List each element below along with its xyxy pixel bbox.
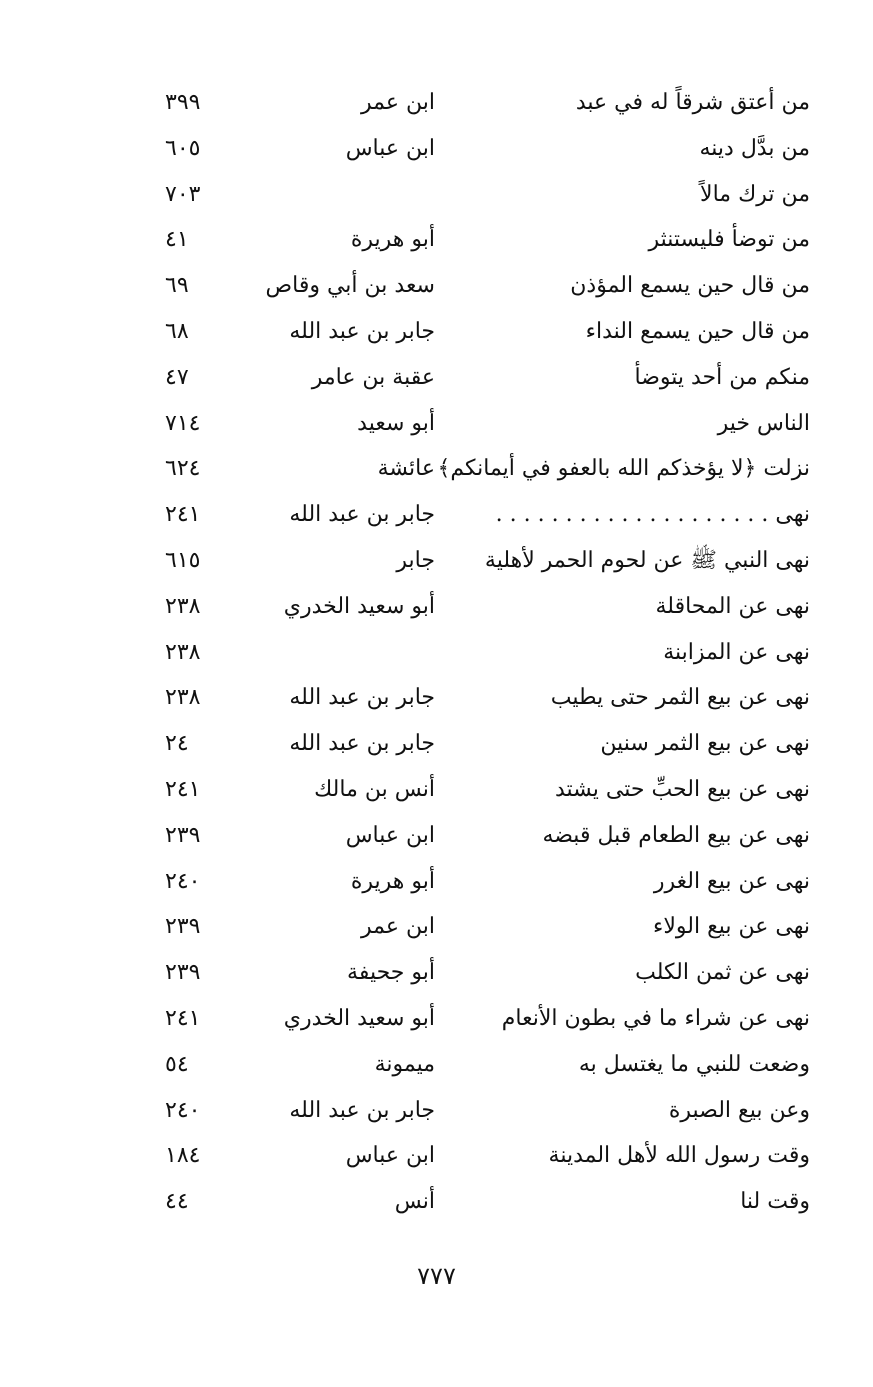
- index-row: [150, 1042, 810, 1088]
- hadith-text: من قال حين يسمع النداء: [585, 318, 810, 344]
- index-row: [150, 584, 810, 630]
- hadith-text: من توضأ فليستنثر: [648, 227, 810, 253]
- page-reference: ٢٤١: [165, 1005, 201, 1031]
- narrator-name: أبو هريرة: [350, 227, 435, 253]
- narrator-name: جابر بن عبد الله: [289, 685, 435, 711]
- hadith-text: نهى . . . . . . . . . . . . . . . . . . . .: [495, 502, 810, 528]
- page-reference: ٦٠٥: [165, 135, 201, 161]
- page-reference: ٢٤٠: [165, 868, 201, 894]
- page-reference: ٦٢٤: [165, 456, 201, 482]
- hadith-text: من بدَّل دينه: [699, 135, 810, 161]
- page-reference: ٢٤١: [165, 776, 201, 802]
- hadith-text: نهى عن المزابنة: [663, 639, 810, 665]
- narrator-name: أنس بن مالك: [314, 776, 435, 802]
- narrator-name: أبو سعيد الخدري: [283, 593, 435, 619]
- index-row: [150, 1179, 810, 1225]
- index-row: [150, 767, 810, 813]
- page-reference: ٦١٥: [165, 547, 201, 573]
- narrator-name: جابر بن عبد الله: [289, 731, 435, 757]
- index-row: [150, 263, 810, 309]
- hadith-text: نهى عن المحاقلة: [655, 593, 810, 619]
- hadith-index-table: [150, 80, 810, 1225]
- hadith-text: من أعتق شرقاً له في عبد: [575, 90, 810, 115]
- hadith-text: نهى النبي ﷺ عن لحوم الحمر لأهلية: [484, 547, 810, 573]
- index-row: [150, 630, 810, 676]
- index-row: [150, 950, 810, 996]
- narrator-name: أبو هريرة: [350, 868, 435, 894]
- narrator-name: ابن عمر: [361, 914, 435, 940]
- page-reference: ٤٤: [165, 1189, 189, 1215]
- narrator-name: ميمونة: [374, 1051, 435, 1077]
- page-reference: ١٨٤: [165, 1143, 201, 1169]
- narrator-name: ابن عباس: [345, 822, 435, 848]
- hadith-text: نهى عن بيع الغرر: [653, 868, 810, 894]
- index-row: [150, 401, 810, 447]
- narrator-name: جابر بن عبد الله: [289, 318, 435, 344]
- page-reference: ٢٣٨: [165, 639, 201, 665]
- index-row: [150, 675, 810, 721]
- hadith-text: وقت لنا: [740, 1189, 810, 1215]
- narrator-name: أبو سعيد الخدري: [283, 1005, 435, 1031]
- narrator-name: أنس: [394, 1189, 435, 1215]
- page-reference: ٢٤١: [165, 502, 201, 528]
- narrator-name: أبو جحيفة: [347, 960, 435, 986]
- index-row: [150, 355, 810, 401]
- narrator-name: ابن عمر: [361, 90, 435, 115]
- index-row: [150, 126, 810, 172]
- narrator-name: عائشة: [377, 456, 435, 482]
- index-row: [150, 813, 810, 859]
- index-row: [150, 904, 810, 950]
- hadith-text: من قال حين يسمع المؤذن: [570, 273, 810, 299]
- page-reference: ٢٤٠: [165, 1097, 201, 1123]
- page-reference: ٦٨: [165, 318, 189, 344]
- page-reference: ٤٧: [165, 364, 189, 390]
- index-row: [150, 492, 810, 538]
- hadith-text: نهى عن بيع الطعام قبل قبضه: [542, 822, 810, 848]
- hadith-text: وضعت للنبي ما يغتسل به: [578, 1051, 810, 1077]
- index-row: [150, 172, 810, 218]
- page-reference: ٦٩: [165, 273, 189, 299]
- index-row: [150, 217, 810, 263]
- index-row: [150, 446, 810, 492]
- hadith-text: نزلت ﴿لا يؤخذكم الله بالعفو في أيمانكم﴾: [437, 456, 810, 482]
- narrator-name: سعد بن أبي وقاص: [265, 273, 435, 299]
- narrator-name: عقبة بن عامر: [311, 364, 435, 390]
- narrator-name: جابر بن عبد الله: [289, 1097, 435, 1123]
- hadith-text: نهى عن بيع الثمر سنين: [600, 731, 810, 757]
- page-reference: ٢٤: [165, 731, 189, 757]
- index-row: [150, 538, 810, 584]
- hadith-text: الناس خير: [717, 410, 810, 436]
- page-reference: ٢٣٩: [165, 914, 201, 940]
- page-reference: ٢٣٩: [165, 822, 201, 848]
- index-row: [150, 996, 810, 1042]
- page-reference: ٢٣٩: [165, 960, 201, 986]
- page-reference: ٧١٤: [165, 410, 201, 436]
- hadith-text: وعن بيع الصبرة: [668, 1097, 810, 1123]
- page-reference: ٤١: [165, 227, 189, 253]
- index-row: [150, 309, 810, 355]
- page-number: ٧٧٧: [417, 1262, 456, 1290]
- hadith-text: منكم من أحد يتوضأ: [634, 364, 810, 390]
- narrator-name: أبو سعيد: [357, 410, 435, 436]
- narrator-name: جابر: [396, 547, 435, 573]
- hadith-text: وقت رسول الله لأهل المدينة: [548, 1143, 810, 1169]
- page-reference: ٥٤: [165, 1051, 189, 1077]
- hadith-text: نهى عن شراء ما في بطون الأنعام: [501, 1005, 810, 1031]
- hadith-text: نهى عن ثمن الكلب: [635, 960, 810, 986]
- page-reference: ٢٣٨: [165, 593, 201, 619]
- page-reference: ٣٩٩: [165, 90, 201, 115]
- narrator-name: ابن عباس: [345, 1143, 435, 1169]
- hadith-text: نهى عن بيع الثمر حتى يطيب: [550, 685, 810, 711]
- page-reference: ٢٣٨: [165, 685, 201, 711]
- index-row: [150, 721, 810, 767]
- hadith-text: من ترك مالاً: [700, 181, 810, 207]
- hadith-text: نهى عن بيع الولاء: [653, 914, 810, 940]
- index-row: [150, 1133, 810, 1179]
- page-reference: ٧٠٣: [165, 181, 201, 207]
- index-row: [150, 80, 810, 126]
- index-row: [150, 1088, 810, 1134]
- hadith-text: نهى عن بيع الحبِّ حتى يشتد: [554, 776, 810, 802]
- narrator-name: جابر بن عبد الله: [289, 502, 435, 528]
- index-row: [150, 859, 810, 905]
- narrator-name: ابن عباس: [345, 135, 435, 161]
